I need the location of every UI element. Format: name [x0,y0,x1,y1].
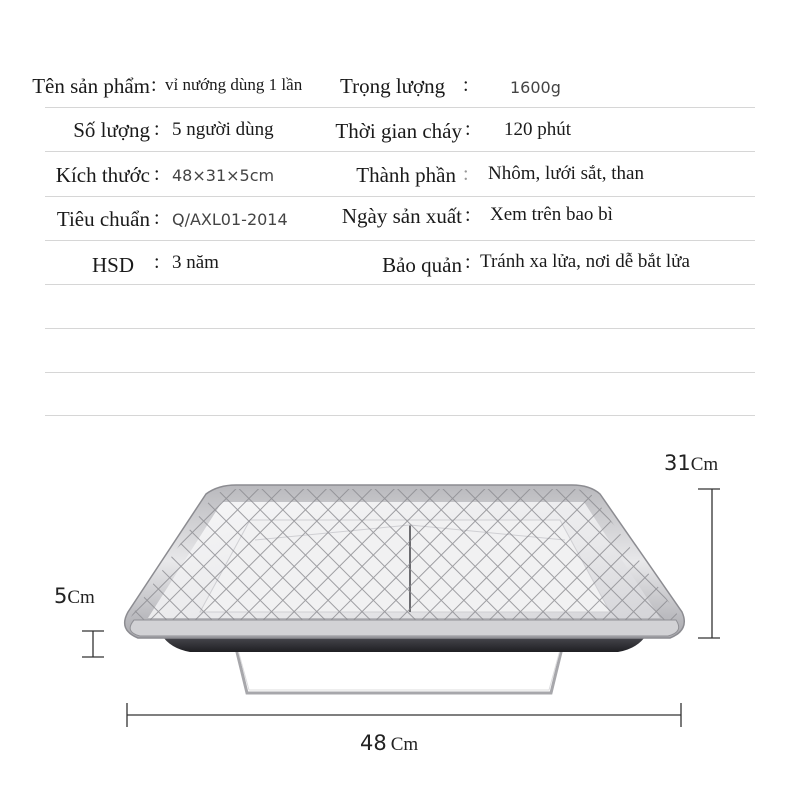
stand-legs [236,648,562,693]
spec-label-manufacture-date: Ngày sản xuất [341,204,462,228]
spec-label-storage: Bảo quản [382,253,462,277]
spec-value-storage: Tránh xa lửa, nơi dễ bắt lửa [480,251,690,272]
spec-colon: : [465,204,471,226]
width-dimension-label [360,731,418,756]
spec-label-composition: Thành phần [356,163,456,187]
spec-colon: : [465,251,471,273]
spec-colon: : [154,251,160,273]
spec-value-standard: Q/AXL01-2014 [172,210,288,229]
spec-value-composition: Nhôm, lưới sắt, than [488,163,644,184]
spec-colon: : [154,163,160,185]
spec-value-burn-time: 120 phút [504,119,572,140]
spec-value-weight: 1600g [510,78,561,97]
spec-colon: : [154,118,160,140]
spec-label-product-name: Tên sản phẩm [32,74,150,98]
spec-label-expiry: HSD [91,253,134,277]
spec-value-size: 48×31×5cm [172,166,275,185]
depth-dimension-line [698,489,720,638]
spec-colon: : [463,74,469,96]
spec-value-quantity: 5 người dùng [172,119,274,140]
spec-colon: : [465,118,471,140]
spec-label-burn-time: Thời gian cháy [335,119,462,143]
spec-label-standard: Tiêu chuẩn [56,207,150,231]
height-number: 5 [54,584,68,608]
height-unit: Cm [67,587,95,608]
depth-unit: Cm [690,454,719,475]
spec-colon: : [151,74,157,96]
spec-value-expiry: 3 năm [172,252,219,273]
spec-label-size: Kích thước [55,163,150,187]
spec-colon: : [463,163,469,185]
width-unit: Cm [390,734,419,755]
spec-value-product-name: vỉ nướng dùng 1 lần [165,75,303,94]
spec-value-manufacture-date: Xem trên bao bì [490,204,613,225]
width-dimension-line [127,703,681,727]
depth-dimension-label [664,451,718,476]
spec-label-quantity: Số lượng [73,118,150,142]
height-dimension-line [82,631,104,657]
width-number: 48 [360,731,387,755]
height-dimension-label [54,584,95,609]
spec-label-weight: Trọng lượng [340,74,446,98]
depth-number: 31 [664,451,691,475]
spec-colon: : [154,207,160,229]
